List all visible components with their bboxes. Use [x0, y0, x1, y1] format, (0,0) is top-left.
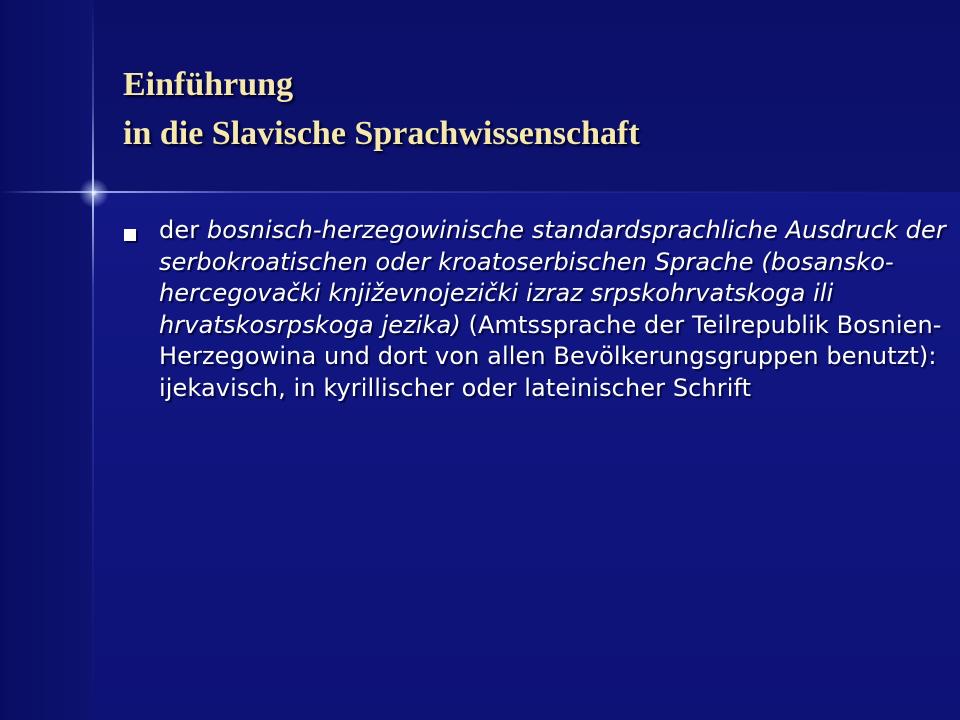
bullet-text-segment-plain: (Amtssprache der Teilrepublik Bosnien-Herzegowina und dort von allen Bevölkerungsgruppen benutzt): ijekavisch, in kyrillischer oder lateinischer Schrift: [159, 310, 942, 402]
vertical-divider-line: [92, 0, 94, 720]
slide-title: [123, 60, 943, 158]
horizontal-divider-line: [0, 191, 960, 193]
bullet-text-segment-italic: bosnisch-herzegowinische standardsprachliche Ausdruck der serbokroatischen oder kroatoserbischen Sprache (bosansko-hercegovački književnojezički izraz srpskohrvatskoga ili hrvatskosrpskoga jezika): [159, 216, 946, 339]
slide-content: [122, 215, 946, 405]
title-line-2: in die Slavische Sprachwissenschaft: [123, 115, 640, 152]
bullet-text: [159, 215, 949, 405]
bullet-text-segment-plain: der: [159, 216, 207, 244]
square-bullet-icon: [124, 229, 136, 241]
title-line-1: Einführung: [123, 66, 294, 103]
sparkle-glint-icon: [79, 178, 109, 208]
left-band-decoration: [0, 0, 93, 720]
bullet-item: [122, 215, 946, 405]
